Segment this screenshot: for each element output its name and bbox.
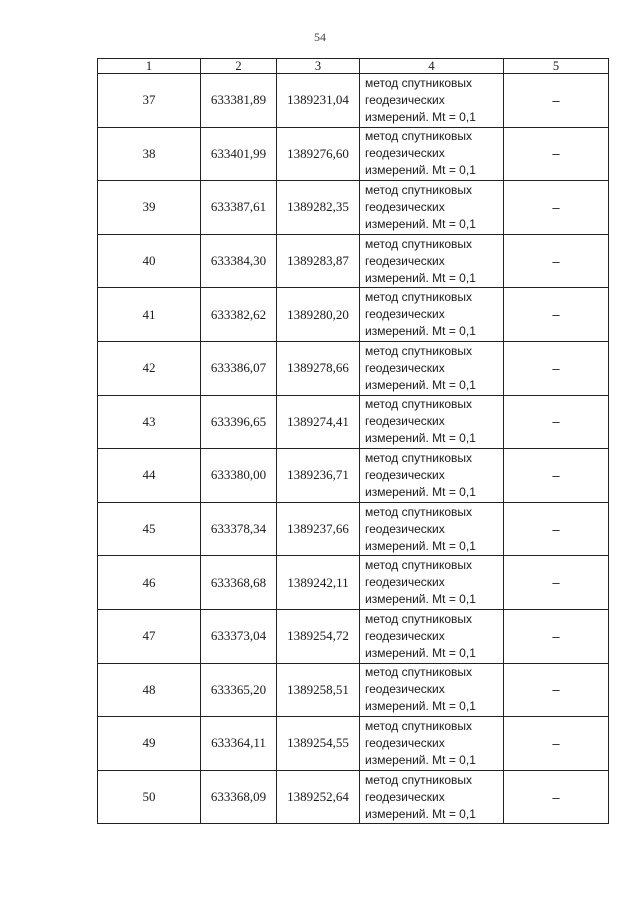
y-coordinate: 1389276,60 — [277, 127, 360, 181]
method-line: метод спутниковых — [365, 343, 473, 358]
method-line: измерений. Mt = 0,1 — [365, 645, 476, 660]
y-coordinate: 1389258,51 — [277, 663, 360, 717]
method-description — [360, 395, 504, 449]
point-number: 43 — [98, 395, 201, 449]
note-dash: – — [504, 127, 609, 181]
note-dash: – — [504, 74, 609, 128]
method-line: геодезических — [365, 467, 445, 482]
method-description — [360, 341, 504, 395]
point-number: 40 — [98, 234, 201, 288]
x-coordinate: 633382,62 — [201, 288, 277, 342]
table-row — [98, 556, 609, 610]
method-line: измерений. Mt = 0,1 — [365, 163, 476, 178]
y-coordinate: 1389283,87 — [277, 234, 360, 288]
table-header-row — [98, 59, 609, 74]
method-line: геодезических — [365, 682, 445, 697]
point-number: 47 — [98, 609, 201, 663]
method-line: измерений. Mt = 0,1 — [365, 216, 476, 231]
y-coordinate: 1389280,20 — [277, 288, 360, 342]
x-coordinate: 633401,99 — [201, 127, 277, 181]
point-number: 39 — [98, 181, 201, 235]
method-description — [360, 74, 504, 128]
table-row — [98, 663, 609, 717]
method-line: измерений. Mt = 0,1 — [365, 699, 476, 714]
x-coordinate: 633368,09 — [201, 770, 277, 824]
y-coordinate: 1389236,71 — [277, 449, 360, 503]
note-dash: – — [504, 181, 609, 235]
point-number: 44 — [98, 449, 201, 503]
method-line: измерений. Mt = 0,1 — [365, 592, 476, 607]
x-coordinate: 633386,07 — [201, 341, 277, 395]
y-coordinate: 1389274,41 — [277, 395, 360, 449]
method-line: метод спутниковых — [365, 450, 473, 465]
x-coordinate: 633368,68 — [201, 556, 277, 610]
note-dash: – — [504, 341, 609, 395]
column-header-1: 1 — [98, 59, 201, 74]
method-description — [360, 181, 504, 235]
y-coordinate: 1389254,55 — [277, 717, 360, 771]
method-line: метод спутниковых — [365, 665, 473, 680]
y-coordinate: 1389278,66 — [277, 341, 360, 395]
x-coordinate: 633365,20 — [201, 663, 277, 717]
note-dash: – — [504, 717, 609, 771]
y-coordinate: 1389282,35 — [277, 181, 360, 235]
point-number: 48 — [98, 663, 201, 717]
y-coordinate: 1389237,66 — [277, 502, 360, 556]
method-description — [360, 288, 504, 342]
table-row — [98, 74, 609, 128]
method-line: геодезических — [365, 253, 445, 268]
method-line: геодезических — [365, 360, 445, 375]
method-line: метод спутниковых — [365, 290, 473, 305]
method-line: метод спутниковых — [365, 236, 473, 251]
note-dash: – — [504, 234, 609, 288]
point-number: 41 — [98, 288, 201, 342]
table-row — [98, 181, 609, 235]
method-line: метод спутниковых — [365, 504, 473, 519]
point-number: 38 — [98, 127, 201, 181]
table-row — [98, 288, 609, 342]
method-line: геодезических — [365, 735, 445, 750]
column-header-4: 4 — [360, 59, 504, 74]
method-line: метод спутниковых — [365, 397, 473, 412]
method-line: метод спутниковых — [365, 718, 473, 733]
table-row — [98, 449, 609, 503]
method-line: геодезических — [365, 92, 445, 107]
method-line: геодезических — [365, 789, 445, 804]
x-coordinate: 633387,61 — [201, 181, 277, 235]
point-number: 45 — [98, 502, 201, 556]
method-line: геодезических — [365, 307, 445, 322]
point-number: 46 — [98, 556, 201, 610]
method-line: измерений. Mt = 0,1 — [365, 431, 476, 446]
column-header-3: 3 — [277, 59, 360, 74]
method-line: геодезических — [365, 199, 445, 214]
point-number: 50 — [98, 770, 201, 824]
table-row — [98, 127, 609, 181]
note-dash: – — [504, 556, 609, 610]
note-dash: – — [504, 663, 609, 717]
x-coordinate: 633364,11 — [201, 717, 277, 771]
table-row — [98, 609, 609, 663]
method-line: измерений. Mt = 0,1 — [365, 377, 476, 392]
table-body — [98, 74, 609, 824]
method-line: метод спутниковых — [365, 129, 473, 144]
y-coordinate: 1389254,72 — [277, 609, 360, 663]
column-header-2: 2 — [201, 59, 277, 74]
method-description — [360, 234, 504, 288]
table-row — [98, 770, 609, 824]
method-description — [360, 502, 504, 556]
point-number: 37 — [98, 74, 201, 128]
method-description — [360, 770, 504, 824]
method-line: измерений. Mt = 0,1 — [365, 538, 476, 553]
method-line: измерений. Mt = 0,1 — [365, 324, 476, 339]
y-coordinate: 1389252,64 — [277, 770, 360, 824]
method-line: метод спутниковых — [365, 182, 473, 197]
note-dash: – — [504, 770, 609, 824]
method-line: метод спутниковых — [365, 611, 473, 626]
method-description — [360, 449, 504, 503]
x-coordinate: 633384,30 — [201, 234, 277, 288]
method-line: метод спутниковых — [365, 558, 473, 573]
method-description — [360, 556, 504, 610]
method-line: измерений. Mt = 0,1 — [365, 752, 476, 767]
x-coordinate: 633378,34 — [201, 502, 277, 556]
column-header-5: 5 — [504, 59, 609, 74]
coordinates-table — [97, 58, 609, 824]
table-row — [98, 717, 609, 771]
method-line: геодезических — [365, 628, 445, 643]
method-description — [360, 609, 504, 663]
y-coordinate: 1389231,04 — [277, 74, 360, 128]
method-line: измерений. Mt = 0,1 — [365, 109, 476, 124]
method-line: геодезических — [365, 146, 445, 161]
table-row — [98, 234, 609, 288]
point-number: 49 — [98, 717, 201, 771]
table-row — [98, 395, 609, 449]
x-coordinate: 633373,04 — [201, 609, 277, 663]
method-line: измерений. Mt = 0,1 — [365, 270, 476, 285]
method-line: геодезических — [365, 414, 445, 429]
x-coordinate: 633380,00 — [201, 449, 277, 503]
note-dash: – — [504, 502, 609, 556]
point-number: 42 — [98, 341, 201, 395]
method-description — [360, 717, 504, 771]
page-number: 54 — [314, 30, 326, 44]
table-row — [98, 341, 609, 395]
table-row — [98, 502, 609, 556]
method-line: метод спутниковых — [365, 75, 473, 90]
method-line: измерений. Mt = 0,1 — [365, 484, 476, 499]
note-dash: – — [504, 395, 609, 449]
method-line: метод спутниковых — [365, 772, 473, 787]
note-dash: – — [504, 449, 609, 503]
x-coordinate: 633381,89 — [201, 74, 277, 128]
note-dash: – — [504, 288, 609, 342]
y-coordinate: 1389242,11 — [277, 556, 360, 610]
method-description — [360, 127, 504, 181]
x-coordinate: 633396,65 — [201, 395, 277, 449]
method-line: измерений. Mt = 0,1 — [365, 806, 476, 821]
method-line: геодезических — [365, 575, 445, 590]
method-line: геодезических — [365, 521, 445, 536]
method-description — [360, 663, 504, 717]
note-dash: – — [504, 609, 609, 663]
